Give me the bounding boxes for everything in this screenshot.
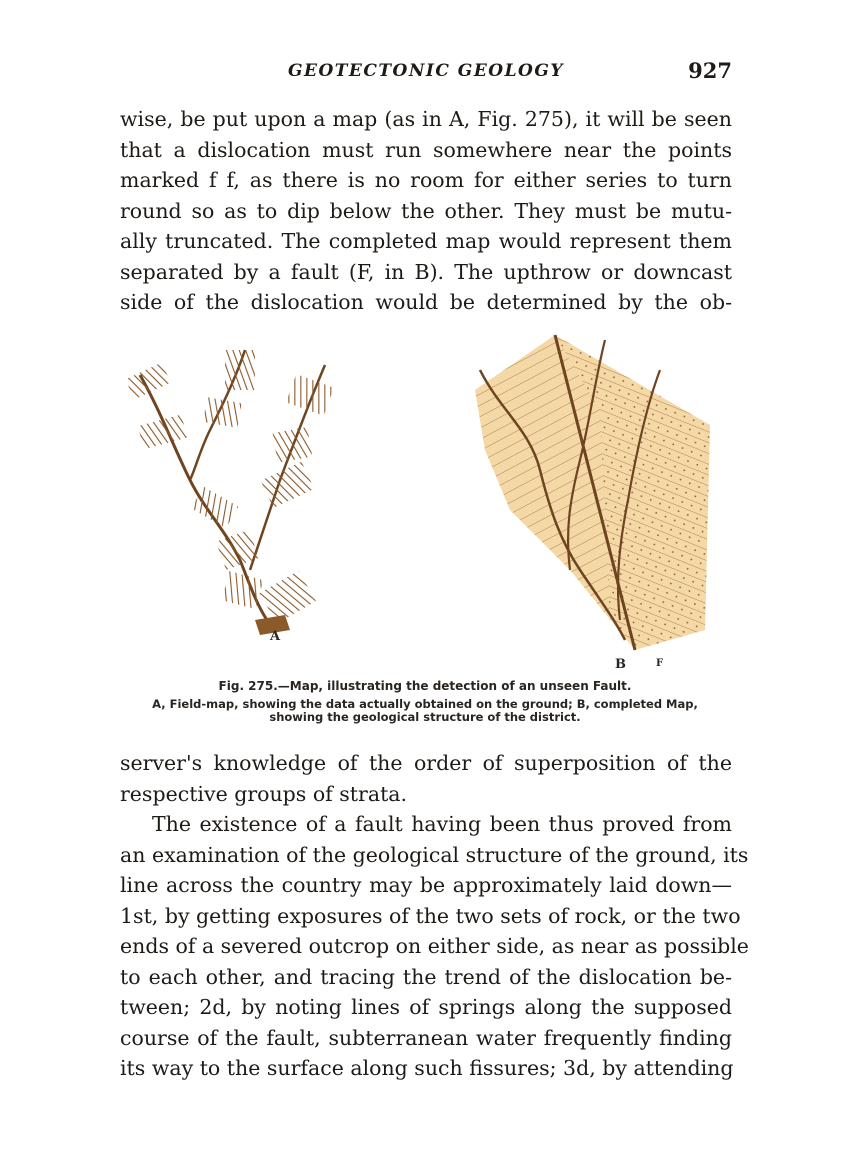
text-line: to each other, and tracing the trend of the dislocation be- (120, 964, 732, 989)
text-line: respective groups of strata. (120, 781, 408, 806)
text-line: an examination of the geological structure of the ground, its (120, 842, 749, 867)
paragraph-2 (120, 748, 732, 809)
figure-caption-line: A, Field-map, showing the data actually obtained on the ground; B, completed Map, (152, 697, 698, 711)
page-number: 927 (688, 58, 732, 83)
running-title: GEOTECTONIC GEOLOGY (287, 61, 565, 81)
text-line: ally truncated. The completed map would represent them (120, 229, 732, 253)
figure-caption-body (110, 698, 740, 724)
paragraph-3 (120, 809, 749, 1084)
figure-caption-line: showing the geological structure of the district. (269, 710, 581, 724)
text-line: wise, be put upon a map (as in A, Fig. 275), it will be seen (120, 107, 732, 131)
text-line: tween; 2d, by noting lines of springs along the supposed (120, 995, 732, 1019)
text-line: ends of a severed outcrop on either side, as near as possible (120, 934, 749, 958)
text-line: The existence of a fault having been thus proved from (152, 812, 732, 836)
map-b-label: B (615, 657, 626, 672)
fault-f-label: F (656, 658, 664, 669)
completed-map-b (475, 335, 710, 650)
text-line: its way to the surface along such fissures; 3d, by attending (120, 1056, 734, 1080)
paragraph-1 (120, 104, 732, 318)
map-a-label: A (270, 629, 281, 644)
text-line: round so as to dip below the other. They must be mutu- (120, 198, 732, 223)
text-line: that a dislocation must run somewhere near the points (120, 137, 732, 162)
text-line: marked f f, as there is no room for either series to turn (120, 168, 732, 192)
running-header (120, 58, 732, 88)
fault-maps-illustration (110, 330, 740, 680)
field-map-a (125, 350, 334, 635)
figure-275 (110, 330, 740, 680)
text-line: line across the country may be approximately laid down— (120, 873, 732, 897)
figure-caption-title: Fig. 275.—Map, illustrating the detection of an unseen Fault. (218, 679, 632, 693)
text-line: separated by a fault (F, in B). The upthrow or downcast (120, 259, 732, 284)
text-line: course of the fault, subterranean water frequently finding (120, 1025, 732, 1050)
text-line: server's knowledge of the order of superposition of the (120, 751, 732, 775)
text-line: side of the dislocation would be determined by the ob- (120, 290, 732, 314)
text-line: 1st, by getting exposures of the two sets of rock, or the two (120, 903, 741, 928)
